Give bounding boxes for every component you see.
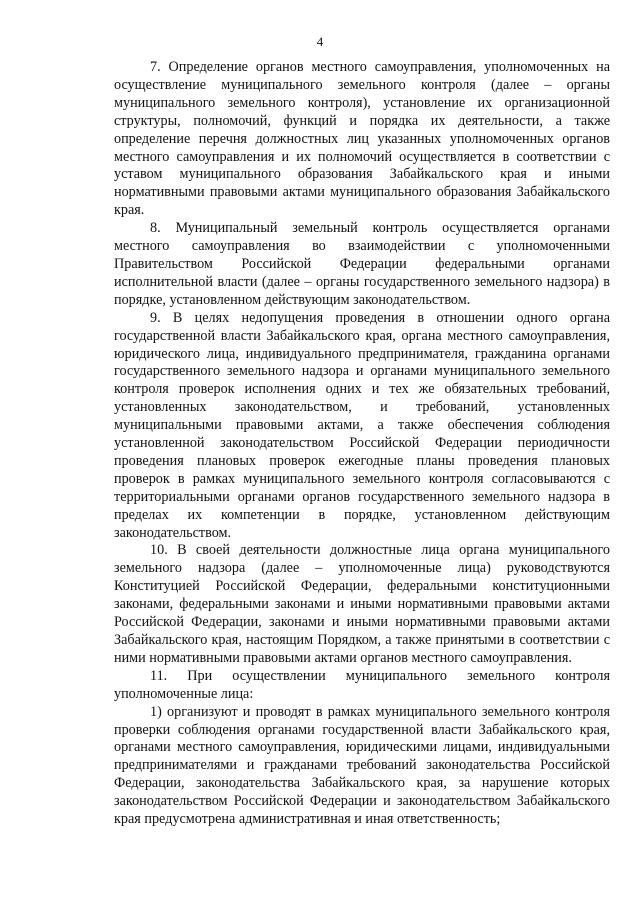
paragraph-7: 7. Определение органов местного самоуправления, уполномоченных на осуществление муниципального земельного контроля (далее – органы муниципального земельного контроля), установление их организационной структуры, полномочий, функций и порядка их деятельности, а также определение перечня должностных лиц указанных уполномоченных органов местного самоуправления и их полномочий осуществляется в соответствии с уставом муниципального образования Забайкальского края и иными нормативными правовыми актами муниципального образования Забайкальского края. <box>114 59 610 219</box>
paragraph-8: 8. Муниципальный земельный контроль осуществляется органами местного самоуправления во взаимодействии с уполномоченными Правительством Российской Федерации федеральными органами исполнительной власти (далее – органы государственного земельного надзора) в порядке, установленном действующим законодательством. <box>114 220 610 308</box>
document-body <box>114 59 610 829</box>
paragraph-11-item-1: 1) организуют и проводят в рамках муниципального земельного контроля проверки соблюдения органами государственной власти Забайкальского края, органами местного самоуправления, юридическими лицами, индивидуальными предпринимателями и гражданами требований законодательства Российской Федерации, законодательства Забайкальского края, за нарушение которых законодательством Российской Федерации и законодательством Забайкальского края предусмотрена административная и иная ответственность; <box>114 703 610 828</box>
paragraph-9: 9. В целях недопущения проведения в отношении одного органа государственной власти Забайкальского края, органа местного самоуправления, юридического лица, индивидуального предпринимателя, гражданина органами государственного земельного надзора и органами муниципального земельного контроля проверок исполнения одних и тех же обязательных требований, установленных законодательством, и требований, установленных муниципальными правовыми актами, а также обеспечения соблюдения установленной законодательством Российской Федерации периодичности проведения плановых проверок ежегодные планы проведения плановых проверок в рамках муниципального земельного контроля согласовываются с территориальными органами органов государственного земельного надзора в пределах их компетенции в порядке, установленном действующим законодательством. <box>114 309 610 541</box>
paragraph-11: 11. При осуществлении муниципального земельного контроля уполномоченные лица: <box>114 667 610 702</box>
page-number: 4 <box>316 34 324 49</box>
paragraph-10: 10. В своей деятельности должностные лица органа муниципального земельного надзора (далее – уполномоченные лица) руководствуются Конституцией Российской Федерации, федеральными конституционными законами, федеральными законами и иными нормативными правовыми актами Российской Федерации, законами и иными нормативными правовыми актами Забайкальского края, настоящим Порядком, а также принятыми в соответствии с ними нормативными правовыми актами органов местного самоуправления. <box>114 542 610 666</box>
